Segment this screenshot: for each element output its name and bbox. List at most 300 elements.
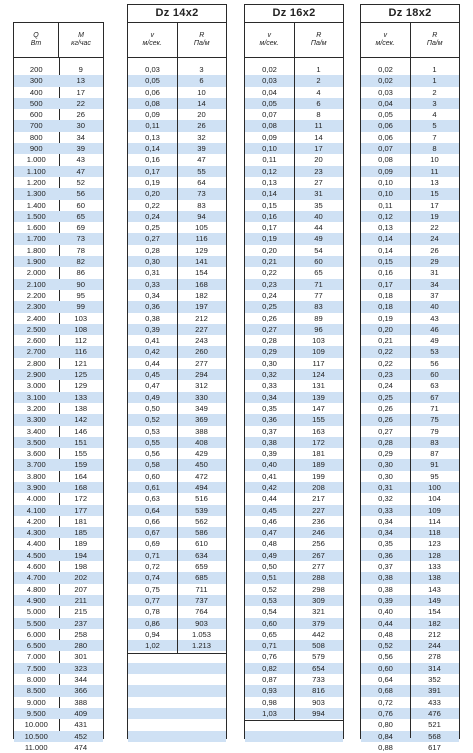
dz18-cell: 11 — [430, 166, 439, 176]
table-row — [245, 731, 343, 742]
dz16-title: Dz 16x2 — [245, 5, 343, 23]
flow-cell: 151 — [74, 437, 88, 447]
dz18-cell: 0,24 — [378, 381, 393, 391]
dz16-cell: 0,39 — [262, 449, 277, 459]
flow-cell: 237 — [74, 618, 88, 628]
flow-cell: 1.500 — [26, 211, 46, 221]
table-end-line — [245, 720, 343, 721]
table-row — [14, 154, 103, 165]
flow-cell: 194 — [74, 550, 88, 560]
dz14-cell: 0,64 — [145, 505, 160, 515]
dz14-cell: 0,06 — [145, 87, 160, 97]
dz18-cell: 63 — [430, 381, 439, 391]
table-row — [14, 731, 103, 742]
dz16-cell: 0,47 — [262, 528, 277, 538]
dz18-cell: 0,05 — [378, 110, 393, 120]
dz14-cell: 0,72 — [145, 562, 160, 572]
table-row — [14, 290, 103, 301]
dz16-cell: 0,29 — [262, 347, 277, 357]
dz14-cell: 312 — [195, 381, 208, 391]
flow-cell: 431 — [74, 720, 88, 730]
dz14-cell: 685 — [195, 573, 208, 583]
table-row — [14, 87, 103, 98]
dz16-cell: 246 — [312, 528, 325, 538]
dz16-cell: 40 — [314, 211, 323, 221]
dz14-cell: 47 — [197, 155, 206, 165]
flow-cell: 4.900 — [26, 595, 46, 605]
flow-cell: 3.600 — [26, 449, 46, 459]
dz18-cell: 476 — [428, 708, 441, 718]
dz14-cell: 0,03 — [145, 65, 160, 74]
table-row — [14, 663, 103, 674]
dz16-cell: 0,03 — [262, 76, 277, 86]
flow-cell: 3.800 — [26, 471, 46, 481]
dz18-cell: 0,10 — [378, 189, 393, 199]
flow-cell: 4.700 — [26, 573, 46, 583]
dz18-cell: 154 — [428, 607, 441, 617]
flow-cell: 3.200 — [26, 403, 46, 413]
dz14-cell: 369 — [195, 415, 208, 425]
flow-cell: 146 — [74, 426, 88, 436]
table-row — [14, 572, 103, 583]
dz16-cell: 256 — [312, 539, 325, 549]
empty-cell — [128, 697, 226, 708]
dz14-cell: 6 — [199, 76, 204, 86]
dz18-cell: 0,52 — [378, 641, 393, 651]
table-row — [14, 516, 103, 527]
flow-cell: 5.500 — [26, 618, 46, 628]
dz18-cell: 0,12 — [378, 211, 393, 221]
dz14-cell: 0,17 — [145, 166, 160, 176]
dz18-cell: 0,14 — [378, 245, 393, 255]
dz18-v-symbol: v — [383, 32, 387, 39]
dz18-cell: 43 — [430, 313, 439, 323]
dz14-cell: 586 — [195, 528, 208, 538]
dz18-cell: 0,06 — [378, 132, 393, 142]
q-header-unit: Вт — [30, 40, 42, 47]
dz16-cell: 0,51 — [262, 573, 277, 583]
table-row — [14, 448, 103, 459]
dz16-panel — [244, 4, 344, 739]
table-end-line — [128, 653, 226, 654]
flow-cell: 366 — [74, 686, 88, 696]
dz16-cell: 2 — [316, 76, 321, 86]
dz18-cell: 0,68 — [378, 686, 393, 696]
dz14-cell: 450 — [195, 460, 208, 470]
dz14-cell: 105 — [195, 223, 208, 233]
table-row — [14, 651, 103, 662]
dz16-cell: 147 — [312, 403, 325, 413]
dz14-cell: 141 — [195, 257, 208, 267]
flow-cell: 8.500 — [26, 686, 46, 696]
dz14-cell: 0,63 — [145, 494, 160, 504]
flow-cell: 10.000 — [24, 720, 48, 730]
dz14-v-header — [128, 23, 177, 57]
table-row — [14, 98, 103, 109]
flow-cell: 4.100 — [26, 505, 46, 515]
dz14-cell: 243 — [195, 336, 208, 346]
dz16-cell: 0,37 — [262, 426, 277, 436]
dz16-cell: 17 — [314, 144, 323, 154]
dz16-cell: 0,21 — [262, 257, 277, 267]
flow-cell: 26 — [76, 110, 85, 120]
flow-cell: 108 — [74, 324, 88, 334]
dz18-cell: 95 — [430, 471, 439, 481]
dz16-cell: 0,14 — [262, 189, 277, 199]
flow-cell: 301 — [74, 652, 88, 662]
dz14-cell: 0,75 — [145, 584, 160, 594]
dz18-cell: 37 — [430, 290, 439, 300]
dz16-cell: 0,48 — [262, 539, 277, 549]
dz18-cell: 0,72 — [378, 697, 393, 707]
flow-cell: 189 — [74, 539, 88, 549]
flow-cell: 800 — [29, 132, 43, 142]
dz16-cell: 0,12 — [262, 166, 277, 176]
table-row — [14, 493, 103, 504]
table-row — [14, 64, 103, 75]
empty-cell — [128, 731, 226, 742]
m-header-unit: кг/час — [71, 40, 91, 47]
flow-cell: 56 — [76, 189, 85, 199]
dz14-cell: 0,66 — [145, 516, 160, 526]
dz18-cell: 0,27 — [378, 426, 393, 436]
dz18-cell: 0,38 — [378, 584, 393, 594]
dz16-cell: 0,65 — [262, 629, 277, 639]
dz16-cell: 14 — [314, 132, 323, 142]
dz16-v-symbol: v — [267, 32, 271, 39]
dz16-cell: 20 — [314, 155, 323, 165]
dz18-cell: 0,11 — [378, 200, 393, 210]
dz18-cell: 278 — [428, 652, 441, 662]
flow-cell: 452 — [74, 731, 88, 741]
dz16-cell: 994 — [312, 708, 325, 718]
table-row — [14, 561, 103, 572]
dz18-cell: 60 — [430, 370, 439, 380]
flow-cell: 60 — [76, 200, 85, 210]
dz16-cell: 0,38 — [262, 437, 277, 447]
flow-cell: 99 — [76, 302, 85, 312]
dz16-cell: 321 — [312, 607, 325, 617]
dz14-cell: 0,19 — [145, 177, 160, 187]
flow-cell: 9.000 — [26, 697, 46, 707]
dz14-cell: 0,14 — [145, 144, 160, 154]
dz14-cell: 0,44 — [145, 358, 160, 368]
dz18-cell: 0,32 — [378, 494, 393, 504]
flow-cell: 3.300 — [26, 415, 46, 425]
flow-cell: 4.600 — [26, 562, 46, 572]
dz18-cell: 0,02 — [378, 76, 393, 86]
dz14-cell: 20 — [197, 110, 206, 120]
flow-cell: 6.000 — [26, 629, 46, 639]
dz16-cell: 155 — [312, 415, 325, 425]
dz14-cell: 1.053 — [191, 629, 211, 639]
dz18-cell: 0,30 — [378, 471, 393, 481]
dz14-cell: 349 — [195, 403, 208, 413]
dz16-cell: 0,30 — [262, 358, 277, 368]
dz18-cell: 128 — [428, 550, 441, 560]
table-row — [14, 267, 103, 278]
dz18-cell: 109 — [428, 505, 441, 515]
dz18-cell: 617 — [428, 742, 441, 752]
dz14-cell: 154 — [195, 268, 208, 278]
dz16-cell: 11 — [314, 121, 323, 131]
dz14-cell: 0,08 — [145, 98, 160, 108]
flow-cell: 86 — [76, 268, 85, 278]
column-divider — [410, 22, 411, 738]
dz18-v-header — [361, 23, 410, 57]
dz18-cell: 0,30 — [378, 460, 393, 470]
dz18-cell: 0,10 — [378, 177, 393, 187]
dz14-cell: 260 — [195, 347, 208, 357]
dz16-cell: 277 — [312, 562, 325, 572]
dz18-cell: 49 — [430, 336, 439, 346]
empty-cell — [128, 685, 226, 696]
dz14-cell: 764 — [195, 607, 208, 617]
table-row — [14, 584, 103, 595]
dz14-cell: 64 — [197, 177, 206, 187]
dz16-cell: 0,41 — [262, 471, 277, 481]
dz14-cell: 634 — [195, 550, 208, 560]
dz14-cell: 0,78 — [145, 607, 160, 617]
column-divider — [177, 22, 178, 653]
dz14-cell: 294 — [195, 370, 208, 380]
dz18-cell: 123 — [428, 539, 441, 549]
dz16-r-header — [294, 23, 344, 57]
table-row — [14, 550, 103, 561]
flow-cell: 90 — [76, 279, 85, 289]
flow-cell: 258 — [74, 629, 88, 639]
dz16-cell: 903 — [312, 697, 325, 707]
dz16-cell: 0,24 — [262, 290, 277, 300]
table-row — [14, 313, 103, 324]
dz16-cell: 60 — [314, 257, 323, 267]
column-divider — [294, 22, 295, 720]
flow-cell: 82 — [76, 257, 85, 267]
dz18-cell: 26 — [430, 245, 439, 255]
dz14-cell: 0,50 — [145, 403, 160, 413]
dz16-cell: 1 — [316, 65, 321, 74]
dz16-cell: 54 — [314, 245, 323, 255]
table-row — [14, 459, 103, 470]
dz16-r-unit: Па/м — [310, 40, 327, 47]
dz14-cell: 516 — [195, 494, 208, 504]
dz18-r-unit: Па/м — [426, 40, 443, 47]
dz18-cell: 0,14 — [378, 234, 393, 244]
dz16-cell: 217 — [312, 494, 325, 504]
dz14-cell: 26 — [197, 121, 206, 131]
table-row — [14, 392, 103, 403]
dz14-v-symbol: v — [150, 32, 154, 39]
dz16-cell: 109 — [312, 347, 325, 357]
flow-cell: 900 — [29, 144, 43, 154]
flow-cell: 22 — [76, 98, 85, 108]
dz18-cell: 100 — [428, 482, 441, 492]
dz16-cell: 23 — [314, 166, 323, 176]
empty-cell — [245, 742, 343, 753]
flow-cell: 1.900 — [26, 257, 46, 267]
dz18-cell: 0,16 — [378, 268, 393, 278]
dz18-cell: 22 — [430, 223, 439, 233]
dz16-cell: 227 — [312, 505, 325, 515]
flow-cell: 1.700 — [26, 234, 46, 244]
dz18-cell: 0,84 — [378, 731, 393, 741]
dz16-cell: 0,25 — [262, 302, 277, 312]
dz14-cell: 94 — [197, 211, 206, 221]
dz18-cell: 0,60 — [378, 663, 393, 673]
dz18-cell: 0,20 — [378, 324, 393, 334]
dz16-cell: 44 — [314, 223, 323, 233]
dz14-cell: 0,58 — [145, 460, 160, 470]
dz18-cell: 0,56 — [378, 652, 393, 662]
dz18-cell: 182 — [428, 618, 441, 628]
dz16-cell: 0,27 — [262, 324, 277, 334]
dz18-cell: 0,08 — [378, 155, 393, 165]
dz16-cell: 0,36 — [262, 415, 277, 425]
table-row — [14, 640, 103, 651]
table-row — [14, 120, 103, 131]
dz14-r-symbol: R — [199, 32, 205, 39]
dz16-cell: 0,54 — [262, 607, 277, 617]
dz18-cell: 352 — [428, 675, 441, 685]
dz16-cell: 0,82 — [262, 663, 277, 673]
dz14-cell: 0,33 — [145, 279, 160, 289]
dz16-cell: 0,22 — [262, 268, 277, 278]
table-row — [14, 279, 103, 290]
dz18-cell: 0,18 — [378, 290, 393, 300]
dz18-cell: 29 — [430, 257, 439, 267]
flow-cell: 30 — [76, 121, 85, 131]
dz18-cell: 83 — [430, 437, 439, 447]
m-header — [58, 23, 103, 57]
dz14-r-unit: Па/м — [193, 40, 210, 47]
dz16-cell: 208 — [312, 482, 325, 492]
dz16-cell: 0,19 — [262, 234, 277, 244]
flow-cell: 211 — [74, 595, 87, 605]
dz18-cell: 0,18 — [378, 302, 393, 312]
dz18-cell: 0,38 — [378, 573, 393, 583]
table-row — [14, 324, 103, 335]
dz14-cell: 0,25 — [145, 223, 160, 233]
dz18-cell: 0,25 — [378, 392, 393, 402]
dz16-cell: 442 — [312, 629, 325, 639]
dz16-cell: 0,11 — [262, 155, 277, 165]
dz14-cell: 0,52 — [145, 415, 160, 425]
flow-cell: 202 — [74, 573, 88, 583]
dz14-cell: 0,69 — [145, 539, 160, 549]
flow-cell: 2.000 — [26, 268, 46, 278]
dz16-cell: 103 — [312, 336, 325, 346]
flow-cell: 2.900 — [26, 370, 46, 380]
dz14-cell: 0,34 — [145, 290, 160, 300]
dz14-cell: 0,22 — [145, 200, 160, 210]
dz16-cell: 77 — [314, 290, 323, 300]
table-row — [14, 166, 103, 177]
table-row — [14, 742, 103, 753]
dz16-cell: 65 — [314, 268, 323, 278]
dz14-cell: 197 — [195, 302, 208, 312]
flow-cell: 17 — [76, 87, 85, 97]
dz14-r-header — [177, 23, 227, 57]
dz18-cell: 75 — [430, 415, 439, 425]
flow-cell: 2.300 — [26, 302, 46, 312]
table-row — [14, 380, 103, 391]
flow-cell: 500 — [29, 98, 43, 108]
table-row — [14, 369, 103, 380]
flow-cell: 4.200 — [26, 516, 46, 526]
dz18-cell: 0,19 — [378, 313, 393, 323]
table-row — [128, 731, 226, 742]
dz16-cell: 0,20 — [262, 245, 277, 255]
dz18-cell: 34 — [430, 279, 439, 289]
dz14-cell: 0,56 — [145, 449, 160, 459]
dz16-cell: 0,71 — [262, 641, 277, 651]
dz16-cell: 0,33 — [262, 381, 277, 391]
table-row — [14, 346, 103, 357]
dz16-cell: 0,76 — [262, 652, 277, 662]
dz14-cell: 0,71 — [145, 550, 160, 560]
flow-cell: 8.000 — [26, 675, 46, 685]
table-row — [14, 188, 103, 199]
dz18-r-symbol: R — [432, 32, 438, 39]
flow-cell: 1.100 — [26, 166, 46, 176]
dz14-cell: 10 — [197, 87, 206, 97]
dz18-cell: 2 — [432, 87, 437, 97]
dz16-cell: 0,26 — [262, 313, 277, 323]
dz16-cell: 181 — [312, 449, 325, 459]
dz16-cell: 0,60 — [262, 618, 277, 628]
dz18-cell: 19 — [430, 211, 439, 221]
dz14-cell: 83 — [197, 200, 206, 210]
table-row — [14, 629, 103, 640]
dz14-cell: 0,24 — [145, 211, 160, 221]
m-header-symbol: M — [78, 32, 84, 39]
flow-cell: 10.500 — [24, 731, 48, 741]
dz18-cell: 17 — [430, 200, 439, 210]
dz16-cell: 0,49 — [262, 550, 277, 560]
dz18-cell: 0,28 — [378, 437, 393, 447]
flow-cell: 3.700 — [26, 460, 46, 470]
flow-cell: 474 — [74, 742, 88, 752]
flow-cell: 142 — [74, 415, 88, 425]
dz16-cell: 96 — [314, 324, 323, 334]
dz14-panel — [127, 4, 227, 739]
dz18-cell: 3 — [432, 98, 437, 108]
dz16-cell: 49 — [314, 234, 323, 244]
table-row — [14, 708, 103, 719]
dz18-cell: 433 — [428, 697, 441, 707]
q-header — [14, 23, 58, 57]
table-row — [14, 606, 103, 617]
flow-cell: 1.300 — [26, 189, 46, 199]
dz18-cell: 79 — [430, 426, 439, 436]
dz16-v-header — [245, 23, 294, 57]
dz16-cell: 27 — [314, 177, 323, 187]
dz16-cell: 0,09 — [262, 132, 277, 142]
flow-cell: 4.000 — [26, 494, 46, 504]
dz16-cell: 0,42 — [262, 482, 277, 492]
table-row — [14, 674, 103, 685]
dz14-cell: 73 — [197, 189, 206, 199]
flow-cell: 388 — [74, 697, 88, 707]
flow-cell: 116 — [74, 347, 87, 357]
q-header-symbol: Q — [33, 32, 39, 39]
flow-cell: 5.000 — [26, 607, 46, 617]
dz16-cell: 89 — [314, 313, 323, 323]
dz14-cell: 0,11 — [145, 121, 160, 131]
flow-cell: 39 — [76, 144, 85, 154]
dz18-cell: 24 — [430, 234, 439, 244]
flow-cell: 3.500 — [26, 437, 46, 447]
